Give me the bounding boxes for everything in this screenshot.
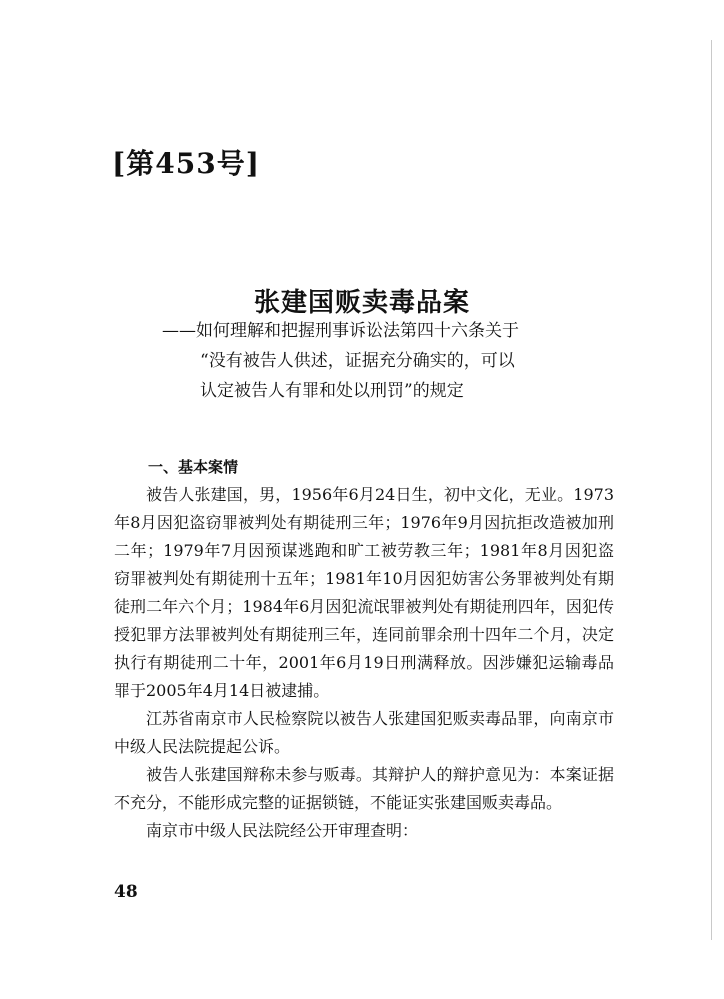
section-heading-basic-facts: 一、基本案情 (148, 458, 239, 476)
case-title: 张建国贩卖毒品案 (253, 288, 470, 318)
subtitle-line-2: “没有被告人供述，证据充分确实的，可以 (200, 351, 515, 371)
paragraph-prosecution: 江苏省南京市人民检察院以被告人张建国犯贩卖毒品罪，向南京市中级人民法院提起公诉。 (114, 709, 614, 756)
subtitle-line-1: ——如何理解和把握刑事诉讼法第四十六条关于 (162, 321, 519, 341)
scan-edge-line (711, 40, 712, 940)
paragraph-court-findings: 南京市中级人民法院经公开审理查明： (146, 821, 419, 840)
paragraph-defendant-record: 被告人张建国，男，1956年6月24日生，初中文化，无业。1973年8月因犯盗窃罪被判处有期徒刑三年；1976年9月因抗拒改造被加刑二年；1979年7月因预谋逃跑和旷工被劳教三年；1981年8月因犯盗窃罪被判处有期徒刑十五年；1981年10月因犯妨害公务罪被判处有期徒刑二年六个月；1984年6月因犯流氓罪被判处有期徒刑四年，因犯传授犯罪方法罪被判处有期徒刑三年，连同前罪余刑十四年二个月，决定执行有期徒刑二十年，2001年6月19日刑满释放。因涉嫌犯运输毒品罪于2005年4月14日被逮捕。 (114, 485, 614, 700)
page-number: 48 (114, 882, 138, 902)
case-number: [第453号] (112, 147, 260, 180)
case-subtitle (162, 316, 519, 406)
body-text (114, 481, 614, 845)
paragraph-defense: 被告人张建国辩称未参与贩毒。其辩护人的辩护意见为：本案证据不充分，不能形成完整的证据锁链，不能证实张建国贩卖毒品。 (114, 765, 614, 812)
subtitle-line-3: 认定被告人有罪和处以刑罚”的规定 (200, 381, 464, 401)
